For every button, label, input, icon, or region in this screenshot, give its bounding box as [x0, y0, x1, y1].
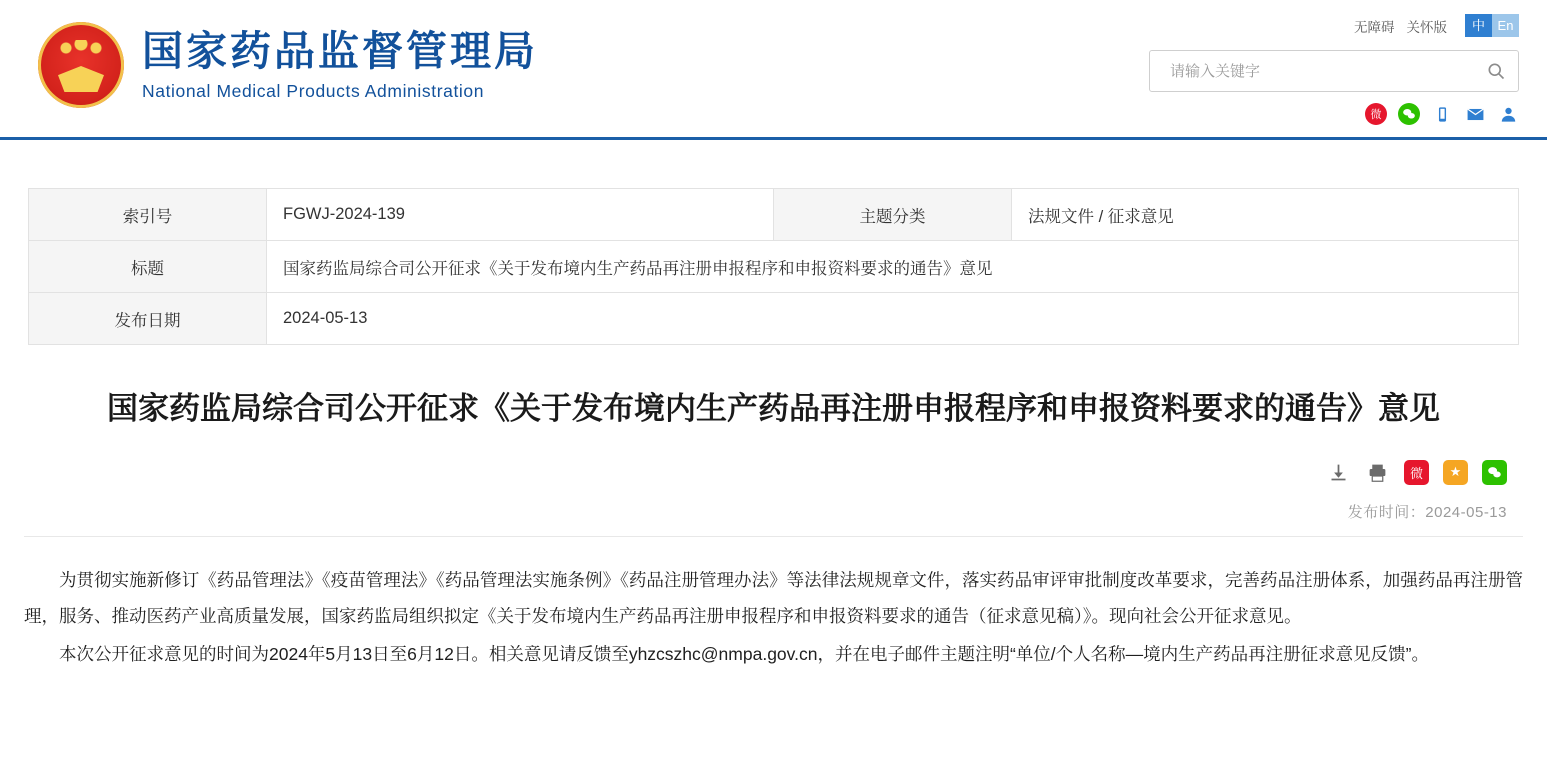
- user-icon[interactable]: [1497, 103, 1519, 125]
- article-body: [24, 563, 1523, 673]
- publish-time: [0, 501, 1507, 522]
- meta-value-publish-date: 2024-05-13: [267, 293, 1519, 345]
- content-divider: [24, 536, 1523, 537]
- brand-name-cn: 国家药品监督管理局: [142, 28, 538, 75]
- print-icon[interactable]: [1365, 460, 1390, 485]
- meta-label-category: 主题分类: [774, 189, 1012, 241]
- meta-label-index: 索引号: [29, 189, 267, 241]
- document-meta-table: [28, 188, 1519, 345]
- download-icon[interactable]: [1326, 460, 1351, 485]
- language-switch[interactable]: [1465, 14, 1519, 37]
- site-header: [0, 0, 1547, 140]
- brand-name-en: National Medical Products Administration: [142, 80, 485, 101]
- meta-label-publish-date: 发布日期: [29, 293, 267, 345]
- article-paragraph-2: 本次公开征求意见的时间为2024年5月13日至6月12日。相关意见请反馈至yhzcszhc@nmpa.gov.cn，并在电子邮件主题注明“单位/个人名称—境内生产药品再注册征求意见反馈”。: [59, 643, 1429, 664]
- favorite-icon[interactable]: ★: [1443, 460, 1468, 485]
- accessibility-link[interactable]: 无障碍: [1354, 19, 1395, 35]
- lang-en-button[interactable]: En: [1492, 14, 1519, 37]
- publish-time-label: 发布时间：: [1347, 503, 1426, 521]
- wechat-icon[interactable]: [1398, 103, 1420, 125]
- care-version-link[interactable]: 关怀版: [1406, 19, 1447, 35]
- page-title: 国家药监局综合司公开征求《关于发布境内生产药品再注册申报程序和申报资料要求的通告》意见: [107, 391, 1440, 426]
- table-row: [29, 293, 1519, 345]
- brand-text: [142, 28, 538, 101]
- site-brand[interactable]: [38, 22, 538, 108]
- social-links: [1365, 103, 1519, 125]
- meta-value-category: 法规文件 / 征求意见: [1012, 189, 1519, 241]
- meta-value-index: FGWJ-2024-139: [267, 189, 774, 241]
- mobile-icon[interactable]: [1431, 103, 1453, 125]
- header-tools: [1354, 14, 1519, 37]
- weibo-icon[interactable]: 微: [1365, 103, 1387, 125]
- article-actions: [0, 460, 1507, 485]
- article-paragraph-1: 为贯彻实施新修订《药品管理法》《疫苗管理法》《药品管理法实施条例》《药品注册管理办法》等法律法规规章文件，落实药品审评审批制度改革要求，完善药品注册体系，加强药品再注册管理，服务、推动医药产业高质量发展，国家药监局组织拟定《关于发布境内生产药品再注册申报程序和申报资料要求的通告（征求意见稿）》。现向社会公开征求意见。: [24, 569, 1523, 626]
- national-emblem-icon: [38, 22, 124, 108]
- table-row: [29, 189, 1519, 241]
- publish-time-value: 2024-05-13: [1425, 503, 1507, 521]
- search-box[interactable]: [1149, 50, 1519, 92]
- meta-value-title: 国家药监局综合司公开征求《关于发布境内生产药品再注册申报程序和申报资料要求的通告》意见: [267, 241, 1519, 293]
- mail-icon[interactable]: [1464, 103, 1486, 125]
- table-row: [29, 241, 1519, 293]
- meta-label-title: 标题: [29, 241, 267, 293]
- search-icon[interactable]: [1486, 61, 1506, 81]
- lang-cn-button[interactable]: 中: [1465, 14, 1492, 37]
- weibo-share-icon[interactable]: 微: [1404, 460, 1429, 485]
- search-input[interactable]: [1168, 62, 1486, 81]
- wechat-share-icon[interactable]: [1482, 460, 1507, 485]
